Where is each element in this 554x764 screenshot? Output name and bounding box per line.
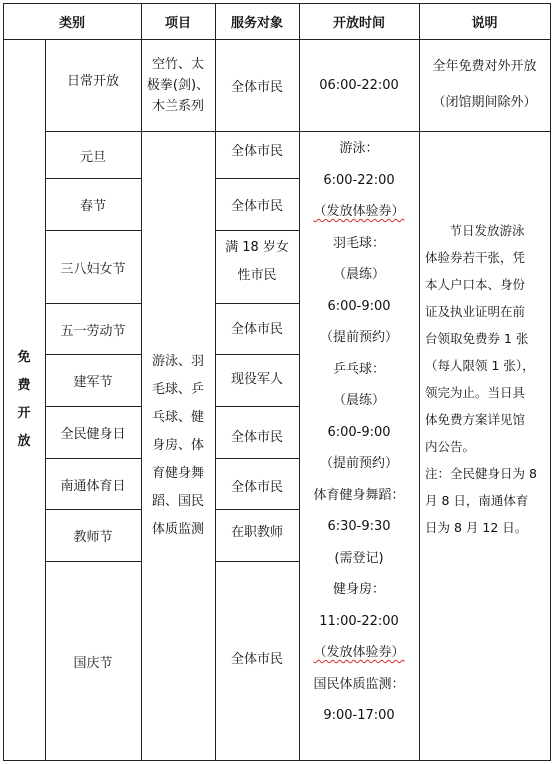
daily-note: 全年免费对外开放 （闭馆期间除外） <box>432 59 537 110</box>
header-note: 说明 <box>471 15 498 31</box>
holiday-nantong-sports-day: 南通体育日 <box>60 478 126 494</box>
audience-womens-day: 满 18 岁女 性市民 <box>225 240 289 283</box>
audience-national-day: 全体市民 <box>230 651 283 667</box>
holiday-new-year: 元旦 <box>79 149 106 165</box>
audience-new-year: 全体市民 <box>230 143 283 159</box>
holiday-spring-festival: 春节 <box>79 199 106 214</box>
header-audience: 服务对象 <box>230 15 283 31</box>
daily-project: 空竹、太 极拳(剑)、 木兰系列 <box>146 56 210 114</box>
holiday-army-day: 建军节 <box>73 375 113 390</box>
header-hours: 开放时间 <box>332 15 385 31</box>
table-border-right <box>550 3 551 761</box>
holiday-womens-day: 三八妇女节 <box>60 261 126 277</box>
audience-nantong-sports-day: 全体市民 <box>230 479 283 495</box>
holiday-projects: 游泳、羽 毛球、乒 乓球、健 身房、体 育健身舞 蹈、国民 体质监测 <box>151 354 204 537</box>
holiday-hours: 游泳： 6:00-22:00 （发放体验券） 羽毛球： （晨练） 6:00-9:00 （提前预约） 乒乓球： （晨练） 6:00-9:00 （提前预约） 体育健身舞蹈： 6:30-9:30 (需登记) 健身房： 11:00-22:00 （发放体验券） 国民体质监测： 9:00-17:00 <box>313 141 405 723</box>
free-opening-table <box>3 3 551 761</box>
holiday-note: 节日发放游泳 体验券若干张，凭 本人户口本、身份 证及执业证明在前 台领取免费券 1 张 （每人限领 1 张）， 领完为止。当日具 体免费方案详见馆 内公告。 注：全民健身日为 8 月 8 日，南通体育 日为 8 月 12 日。 <box>425 223 537 535</box>
group-label-free-opening: 免 费 开 放 <box>17 349 31 449</box>
daily-audience: 全体市民 <box>230 79 283 95</box>
audience-teachers-day: 在职教师 <box>230 524 283 540</box>
header-project: 项目 <box>164 15 191 31</box>
header-category: 类别 <box>58 15 85 31</box>
audience-army-day: 现役军人 <box>230 372 283 387</box>
holiday-labour-day: 五一劳动节 <box>60 323 126 339</box>
holiday-teachers-day: 教师节 <box>73 530 113 545</box>
holiday-national-day: 国庆节 <box>73 655 113 671</box>
holiday-national-fitness-day: 全民健身日 <box>60 427 126 442</box>
audience-national-fitness-day: 全体市民 <box>230 429 283 445</box>
daily-hours: 06:00-22:00 <box>319 77 399 93</box>
table-border-bottom <box>3 760 551 761</box>
audience-spring-festival: 全体市民 <box>230 199 283 214</box>
daily-category: 日常开放 <box>66 73 119 89</box>
audience-labour-day: 全体市民 <box>230 321 283 337</box>
